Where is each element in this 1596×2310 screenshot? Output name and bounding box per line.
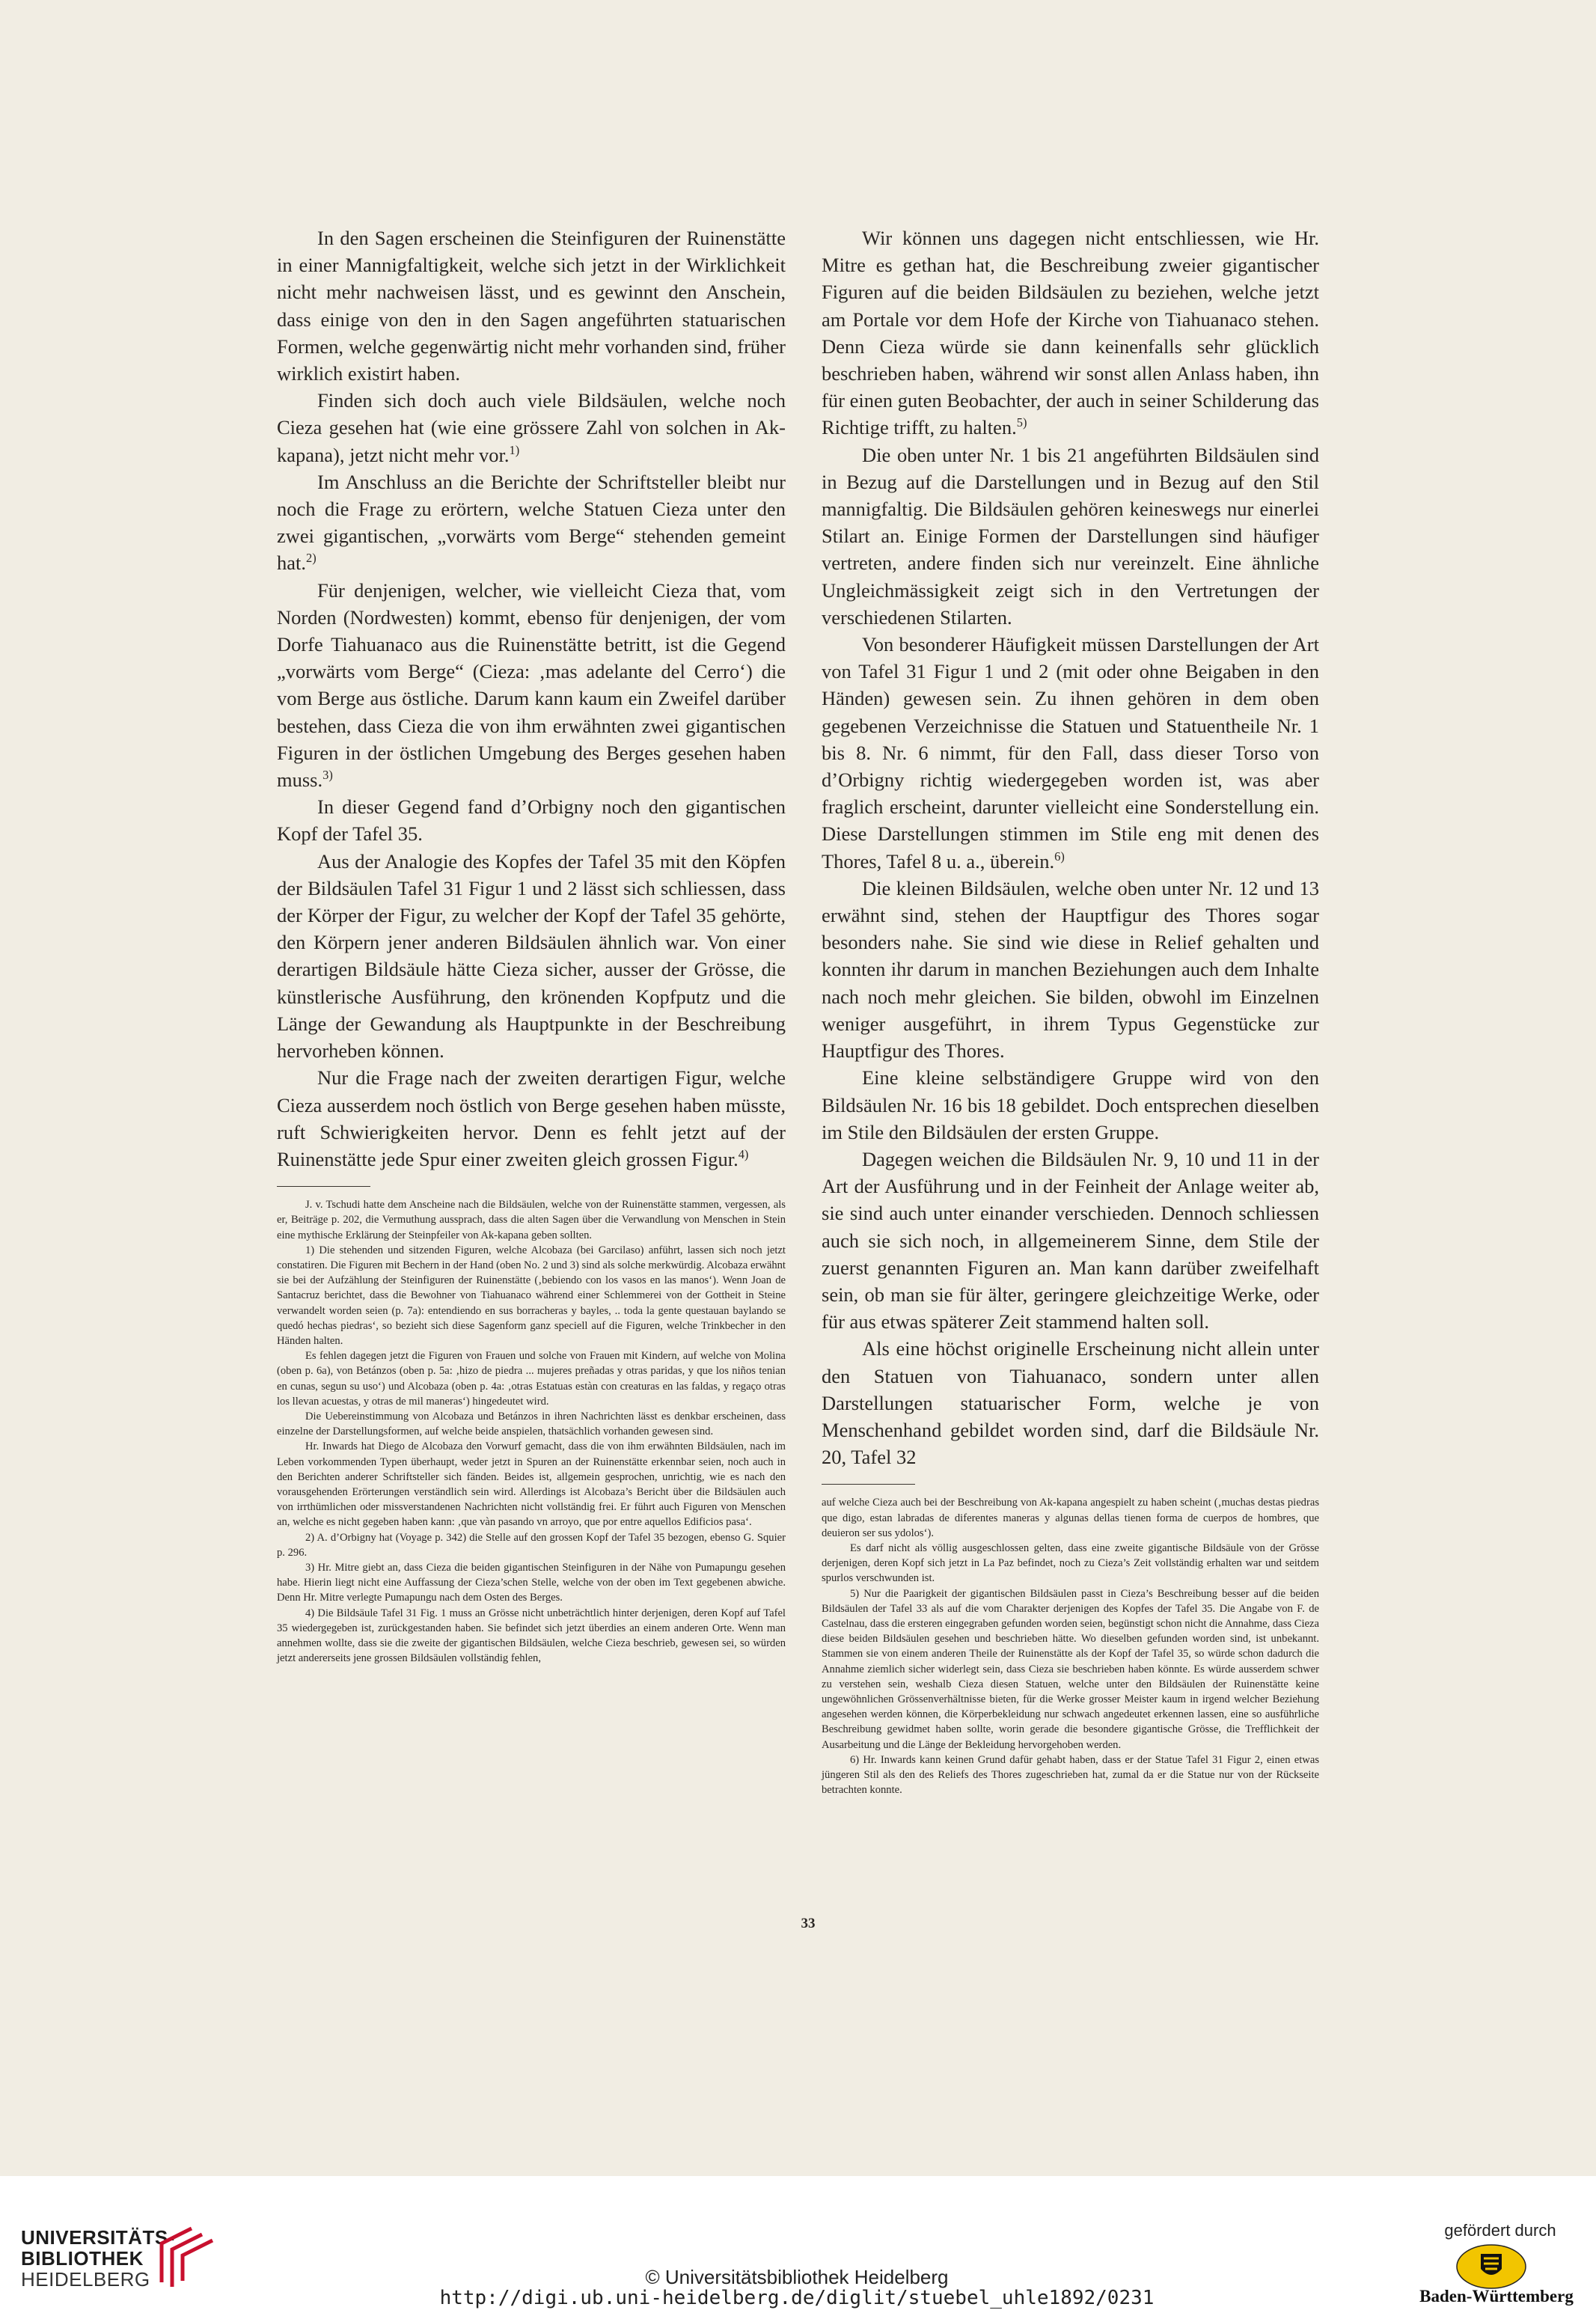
footnote-ref: 2) — [306, 551, 317, 566]
copyright-notice: © Universitätsbibliothek Heidelberg — [645, 2266, 949, 2288]
footnote: 5) Nur die Paarigkeit der gigantischen Bildsäulen passt in Cieza’s Beschreibung besser auf die beiden Bildsäulen der Tafel 33 als auf die vom Charakter derjenigen des Kopfes der Tafel 35. Die Angabe von F. de Castelnau, dass die ersteren eingegraben gefunden worden seien, begünstigt schon nicht die Annahme, dass Cieza diese beiden Bildsäulen gesehen und beschrieben hätte. Wo dieselben gefunden worden sind, ist unbekannt. Stammen sie von einem anderen Theile der Ruinenstätte als der Kopf der Tafel 35, so würde schon dadurch die Annahme ziemlich sicher widerlegt sein, dass Cieza sie beschrieben haben könnte. Es würde ausserdem schwer zu verstehen sein, weshalb Cieza diesen Statuen, welche unter den Bildsäulen der Ruinenstätte keine ungewöhnlichen Grössenverhältnisse bieten, für die Werke grosser Meister kaum in irgend welcher Beziehung angesehen werden können, die Körperbekleidung nur schwach angedeutet erkennen lassen, eine so ausführliche Beschreibung gewidmet haben sollte, worin gerade die besondere gigantische Grösse, die Trefflichkeit der Ausarbeitung und die Länge der Bekleidung hervorgehoben werden. — [822, 1587, 1319, 1751]
left-column — [277, 224, 786, 1666]
footnote: 3) Hr. Mitre giebt an, dass Cieza die beiden gigantischen Steinfiguren in der Nähe von Pumapungu gesehen habe. Hierin liegt nicht eine Auffassung der Cieza’schen Stelle, welche von der oben im Text gegebenen abwiche. Denn Hr. Mitre verlegte Pumapungu nach dem Osten des Berges. — [277, 1561, 786, 1604]
footnote-ref: 1) — [509, 442, 520, 457]
left-body-text — [277, 224, 786, 1173]
footnote: 4) Die Bildsäule Tafel 31 Fig. 1 muss an Grösse nicht unbeträchtlich hinter derjenigen, deren Kopf auf Tafel 35 wiedergegeben ist, zurückgestanden haben. Sie befindet sich jetzt überdies an einem anderen Orte. Wenn man annehmen wollte, dass sie die zweite der gigantischen Bildsäulen, welche Cieza beschrieb, gewesen sei, so würden jetzt andererseits jene grossen Bildsäulen vollständig fehlen, — [277, 1607, 786, 1665]
footnote: 1) Die stehenden und sitzenden Figuren, welche Alcobaza (bei Garcilaso) anführt, lassen sich noch jetzt constatiren. Die Figuren mit Bechern in der Hand (oben No. 2 und 3) sind als solche merkwürdig. Alcobaza erwähnt sie bei der Aufzählung der Steinfiguren der Ruinenstätte (‚bebiendo con los vasos en las manos‘). Wenn Joan de Santacruz berichtet, dass die Bewohner von Tiahuanaco während einer Schlemmerei von der Gottheit in Steine verwandelt worden seien (p. 7a): entendiendo en sus borracheras y bayles, .. toda la gente questauan baylando se quedó hechas piedras‘, so bezieht sich diese Sagenform ganz speciell auf die Figuren, welche Trinkbecher in den Händen halten. — [277, 1244, 786, 1347]
footnote-ref: 3) — [322, 768, 333, 783]
state-crest-icon — [1455, 2243, 1527, 2290]
paragraph: Die oben unter Nr. 1 bis 21 angeführten Bildsäulen sind in Bezug auf die Darstellungen und in Bezug auf den Stil mannigfaltig. Die Bildsäulen gehören keineswegs nur einerlei Stilart an. Einige Formen der Darstellungen sind häufiger vertreten, andere finden sich nur vereinzelt. Eine ähnliche Ungleichmässigkeit zeigt sich in den Vertretungen der verschiedenen Stilarten. — [822, 443, 1319, 629]
sponsor-label: gefördert durch — [1444, 2221, 1556, 2240]
footnote: J. v. Tschudi hatte dem Anscheine nach die Bildsäulen, welche von der Ruinenstätte stammen, vergessen, als er, Beiträge p. 202, die Vermuthung aussprach, dass die alten Sagen über die Verwandlung von Menschen in Stein eine mythische Erklärung der Steinpfeiler von Ak-kapana geben sollten. — [277, 1199, 786, 1241]
footnote: 2) A. d’Orbigny hat (Voyage p. 342) die Stelle auf den grossen Kopf der Tafel 35 bezogen, ebenso G. Squier p. 296. — [277, 1531, 786, 1559]
footnote-divider — [822, 1484, 915, 1485]
paragraph: Finden sich doch auch viele Bildsäulen, welche noch Cieza gesehen hat (wie eine grössere Zahl von solchen in Ak-kapana), jetzt nicht mehr vor.$^{1)}$ — [277, 389, 786, 466]
paragraph: Eine kleine selbständigere Gruppe wird von den Bildsäulen Nr. 16 bis 18 gebildet. Doch entsprechen dieselben im Stile den Bildsäulen der ersten Gruppe. — [822, 1066, 1319, 1143]
permalink-url[interactable]: http://digi.ub.uni-heidelberg.de/diglit/stuebel_uhle1892/0231 — [439, 2287, 1155, 2309]
paragraph: Die kleinen Bildsäulen, welche oben unter Nr. 12 und 13 erwähnt sind, stehen der Hauptfigur des Thores sogar besonders nahe. Sie sind wie diese in Relief gehalten und konnten ihr darum in manchen Beziehungen auch dem Inhalte nach noch mehr gleichen. Sie bilden, obwohl im Einzelnen weniger ausgeführt, in ihrem Typus Gegenstücke zur Hauptfigur des Thores. — [822, 876, 1319, 1063]
footnote-ref: 6) — [1054, 849, 1065, 864]
right-body-text — [822, 224, 1319, 1470]
paragraph: Nur die Frage nach der zweiten derartigen Figur, welche Cieza ausserdem noch östlich von Berge gesehen haben müsste, ruft Schwierigkeiten hervor. Denn es fehlt jetzt auf der Ruinenstätte jede Spur einer zweiten gleich grossen Figur.$^{4)}$ — [277, 1066, 786, 1170]
right-column — [822, 224, 1319, 1797]
footnote: Es fehlen dagegen jetzt die Figuren von Frauen und solche von Frauen mit Kindern, auf welche von Molina (oben p. 6a), von Betánzos (oben p. 5a: ‚hizo de piedra ... mujeres preñadas y otras paridas, y que los niños tenian en cunas, segun su uso‘) und Alcobaza (oben p. 4a: ‚otras Estatuas estàn con creaturas en las faldas, y regaço otras los llevan acuestas, y otras de mil maneras‘) hingedeutet wird. — [277, 1350, 786, 1408]
paragraph: Für denjenigen, welcher, wie vielleicht Cieza that, vom Norden (Nordwesten) kommt, ebenso für denjenigen, der vom Dorfe Tiahuanaco aus die Ruinenstätte betritt, ist die Gegend „vorwärts vom Berge“ (Cieza: ‚mas adelante del Cerro‘) die vom Berge aus östliche. Darum kann kaum ein Zweifel darüber bestehen, dass Cieza die von ihm erwähnten zwei gigantischen Figuren in der östlichen Umgebung des Berges gesehen haben muss.$^{3)}$ — [277, 578, 786, 792]
paragraph: Wir können uns dagegen nicht entschliessen, wie Hr. Mitre es gethan hat, die Beschreibung zweier gigantischer Figuren auf die beiden Bildsäulen zu beziehen, welche jetzt am Portale vor dem Hofe der Kirche von Tiahuanaco stehen. Denn Cieza würde sie dann keinenfalls sehr glücklich beschrieben haben, während wir sonst allen Anlass haben, ihn für einen guten Beobachter, der auch in seiner Schilderung das Richtige trifft, zu halten.$^{5)}$ — [822, 227, 1319, 439]
footnote: auf welche Cieza auch bei der Beschreibung von Ak-kapana angespielt zu haben scheint (‚muchas destas piedras que digo, estan labradas de diferentes maneras y algunas dellas tienen forma de cuerpos de hombres, que deuieron ser sus ydolos‘). — [822, 1497, 1319, 1539]
footnote-divider — [277, 1186, 370, 1187]
footnote-ref: 5) — [1016, 415, 1027, 430]
footnote-ref: 4) — [738, 1147, 749, 1162]
logo-text-line3: HEIDELBERG — [21, 2268, 150, 2291]
paragraph: Als eine höchst originelle Erscheinung nicht allein unter den Statuen von Tiahuanaco, sondern unter allen Darstellungen statuarischer Form, welche je von Menschenhand gebildet worden sind, darf die Bildsäule Nr. 20, Tafel 32 — [822, 1337, 1319, 1469]
library-logo-icon — [156, 2222, 227, 2290]
logo-text-line2: BIBLIOTHEK — [21, 2247, 144, 2270]
footnote: Hr. Inwards hat Diego de Alcobaza den Vorwurf gemacht, dass die von ihm erwähnten Bildsäulen, nach im Leben vorkommenden Typen überhaupt, weder jetzt in Spuren an der Ruinenstätte erkennbar seien, noch auch in den Berichten anderer Schriftsteller sich fänden. Beides ist, allgemein gesprochen, unrichtig, wie es nach den vorausgehenden Erörterungen verständlich sein wird. Allerdings ist Alcobaza’s Bericht über die Bildsäulen auch von irrthümlichen oder missverstandenen Nachrichten nicht vollständig frei. Er führt auch Figuren von Menschen an, welche es nicht gegeben haben kann: ‚que vàn pasando vn arroyo, que por entre aquellos Edificios pasa‘. — [277, 1440, 786, 1529]
page-number: 33 — [801, 1916, 816, 1931]
footnote: Es darf nicht als völlig ausgeschlossen gelten, dass eine zweite gigantische Bildsäule von der Grösse derjenigen, deren Kopf sich jetzt in La Paz befindet, noch zu Cieza’s Zeit vollständig erhalten war und seitdem spurlos verschwunden ist. — [822, 1541, 1319, 1585]
paragraph: Im Anschluss an die Berichte der Schriftsteller bleibt nur noch die Frage zu erörtern, welche Statuen Cieza unter den zwei gigantischen, „vorwärts vom Berge“ stehenden gemeint hat.$^{2)}$ — [277, 470, 786, 575]
paragraph: Dagegen weichen die Bildsäulen Nr. 9, 10 und 11 in der Art der Ausführung und in der Feinheit der Anlage weiter ab, sie sind auch unter einander verschieden. Dennoch schliessen auch sie sich noch, in allgemeinerem Sinne, dem Stile der zuerst genannten Figuren an. Man kann darüber zweifelhaft sein, ob man sie für älter, geringere gleichzeitige Werke, oder für aus etwas späterer Zeit stammend halten soll. — [822, 1147, 1319, 1333]
paragraph: Von besonderer Häufigkeit müssen Darstellungen der Art von Tafel 31 Figur 1 und 2 (mit oder ohne Beigaben in den Händen) gewesen sein. Zu ihnen gehören in dem oben gegebenen Verzeichnisse die Statuen und Statuentheile Nr. 1 bis 8. Nr. 6 nimmt, für den Fall, dass dieser Torso von d’Orbigny richtig wiedergegeben worden ist, was aber fraglich erscheint, darunter vielleicht eine Sonderstellung ein. Diese Darstellungen stimmen im Stile eng mit denen des Thores, Tafel 8 u. a., überein.$^{6)}$ — [822, 633, 1319, 873]
paragraph: Aus der Analogie des Kopfes der Tafel 35 mit den Köpfen der Bildsäulen Tafel 31 Figur 1 und 2 lässt sich schliessen, dass der Körper der Figur, zu welcher der Kopf der Tafel 35 gehörte, den Körpern jener anderen Bildsäulen ähnlich war. Von einer derartigen Bildsäule hätte Cieza sicher, ausser der Grösse, die künstlerische Ausführung, den krönenden Kopfputz und die Länge der Gewandung als Hauptpunkte in der Beschreibung hervorheben können. — [277, 849, 786, 1063]
paragraph: In den Sagen erscheinen die Steinfiguren der Ruinenstätte in einer Mannigfaltigkeit, welche sich jetzt in der Wirklichkeit nicht mehr nachweisen lässt, und es gewinnt den Anschein, dass einige von den in den Sagen angeführten statuarischen Formen, welche gegenwärtig nicht mehr vorhanden sind, früher wirklich existirt haben. — [277, 227, 786, 385]
sponsor-name: Baden-Württemberg — [1419, 2287, 1574, 2306]
logo-text-line1: UNIVERSITÄTS- — [21, 2226, 175, 2249]
footnote: 6) Hr. Inwards kann keinen Grund dafür gehabt haben, dass er der Statue Tafel 31 Figur 2, einen etwas jüngeren Stil als den des Reliefs des Thores zugeschrieben hat, zumal da er die Statue nur von der Rückseite betrachten konnte. — [822, 1753, 1319, 1797]
left-footnotes — [277, 1197, 786, 1666]
right-footnotes — [822, 1495, 1319, 1797]
library-logo[interactable] — [21, 2227, 245, 2302]
paragraph: In dieser Gegend fand d’Orbigny noch den gigantischen Kopf der Tafel 35. — [277, 795, 786, 846]
viewer-footer — [0, 2176, 1596, 2310]
footnote: Die Uebereinstimmung von Alcobaza und Betánzos in ihren Nachrichten lässt es denkbar erscheinen, dass einzelne der Darstellungsformen, auf welche beide anspielen, thatsächlich vorhanden gewesen sind. — [277, 1410, 786, 1438]
